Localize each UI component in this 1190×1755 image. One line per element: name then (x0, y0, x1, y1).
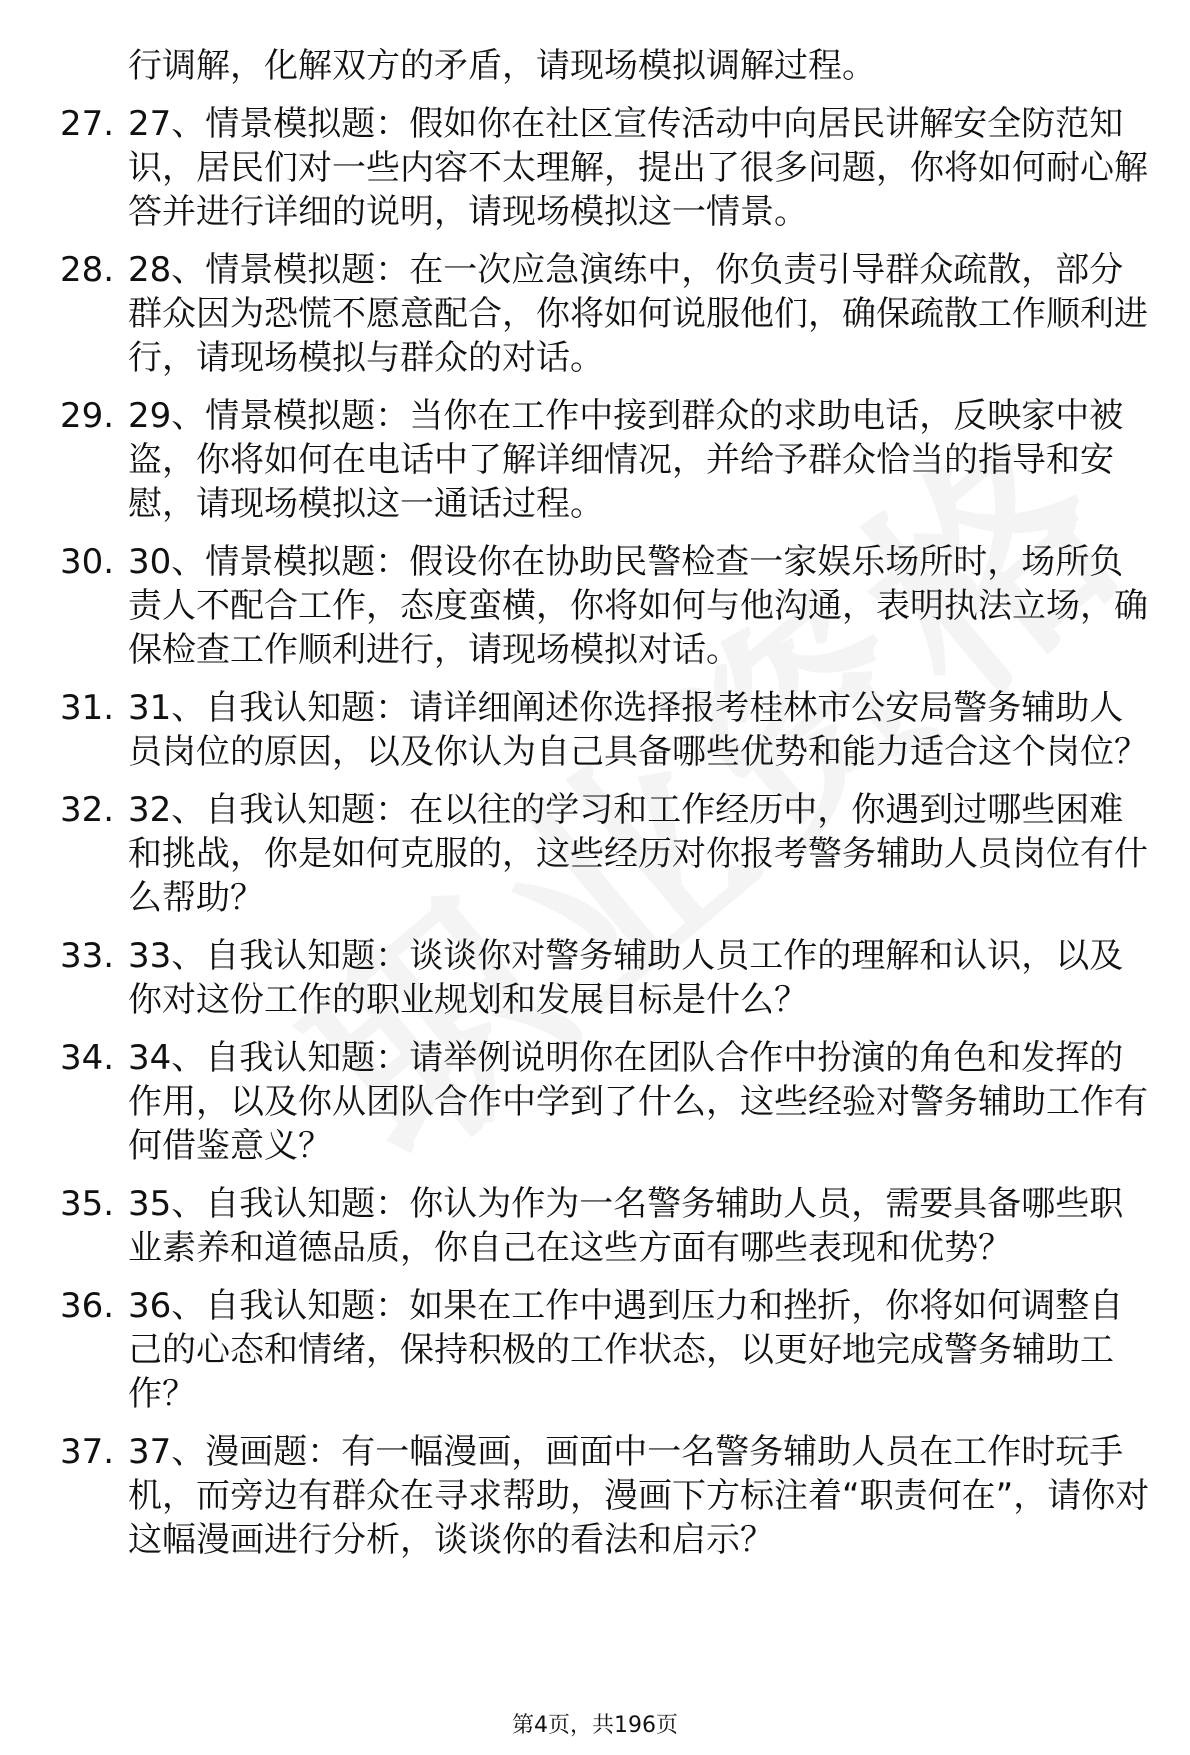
list-item (60, 1036, 1150, 1168)
item-number: 30. (60, 542, 115, 582)
item-number: 27. (60, 104, 115, 144)
item-text: 30、情景模拟题：假设你在协助民警检查一家娱乐场所时，场所负责人不配合工作，态度蛮横，你将如何与他沟通，表明执法立场，确保检查工作顺利进行，请现场模拟对话。 (128, 542, 1148, 670)
item-number: 29. (60, 396, 115, 436)
item-text: 31、自我认知题：请详细阐述你选择报考桂林市公安局警务辅助人员岗位的原因，以及你认为自己具备哪些优势和能力适合这个岗位？ (128, 688, 1148, 772)
item-text: 37、漫画题：有一幅漫画，画面中一名警务辅助人员在工作时玩手机，而旁边有群众在寻求帮助，漫画下方标注着“职责何在”，请你对这幅漫画进行分析，谈谈你的看法和启示？ (128, 1432, 1150, 1560)
item-number: 36. (60, 1286, 115, 1326)
list-item (60, 1284, 1150, 1416)
item-text: 36、自我认知题：如果在工作中遇到压力和挫折，你将如何调整自己的心态和情绪，保持积极的工作状态，以更好地完成警务辅助工作？ (128, 1286, 1124, 1414)
item-number: 28. (60, 250, 115, 290)
item-text: 27、情景模拟题：假如你在社区宣传活动中向居民讲解安全防范知识，居民们对一些内容不太理解，提出了很多问题，你将如何耐心解答并进行详细的说明，请现场模拟这一情景。 (128, 104, 1148, 232)
list-item (60, 686, 1150, 774)
item-number: 31. (60, 688, 115, 728)
page-footer: 第4页，共196页 (512, 1713, 678, 1738)
list-item (60, 394, 1150, 526)
item-number: 37. (60, 1432, 115, 1472)
item-number: 33. (60, 936, 115, 976)
question-list (60, 44, 1150, 1576)
list-item (60, 788, 1150, 920)
item-text: 35、自我认知题：你认为作为一名警务辅助人员，需要具备哪些职业素养和道德品质，你自己在这些方面有哪些表现和优势？ (128, 1184, 1124, 1268)
item-number: 34. (60, 1038, 115, 1078)
list-item (60, 102, 1150, 234)
continued-text: 行调解，化解双方的矛盾，请现场模拟调解过程。 (128, 46, 876, 86)
item-number: 35. (60, 1184, 115, 1224)
item-text: 32、自我认知题：在以往的学习和工作经历中，你遇到过哪些困难和挑战，你是如何克服的，这些经历对你报考警务辅助人员岗位有什么帮助？ (128, 790, 1148, 918)
item-number: 32. (60, 790, 115, 830)
list-item (60, 540, 1150, 672)
item-text: 34、自我认知题：请举例说明你在团队合作中扮演的角色和发挥的作用，以及你从团队合作中学到了什么，这些经验对警务辅助工作有何借鉴意义？ (128, 1038, 1148, 1166)
item-text: 29、情景模拟题：当你在工作中接到群众的求助电话，反映家中被盗，你将如何在电话中了解详细情况，并给予群众恰当的指导和安慰，请现场模拟这一通话过程。 (128, 396, 1124, 524)
item-text: 33、自我认知题：谈谈你对警务辅助人员工作的理解和认识，以及你对这份工作的职业规划和发展目标是什么？ (128, 936, 1124, 1020)
list-item (60, 248, 1150, 380)
list-item (60, 1182, 1150, 1270)
list-item (60, 934, 1150, 1022)
list-item (60, 1430, 1150, 1562)
item-text: 28、情景模拟题：在一次应急演练中，你负责引导群众疏散，部分群众因为恐慌不愿意配合，你将如何说服他们，确保疏散工作顺利进行，请现场模拟与群众的对话。 (128, 250, 1148, 378)
